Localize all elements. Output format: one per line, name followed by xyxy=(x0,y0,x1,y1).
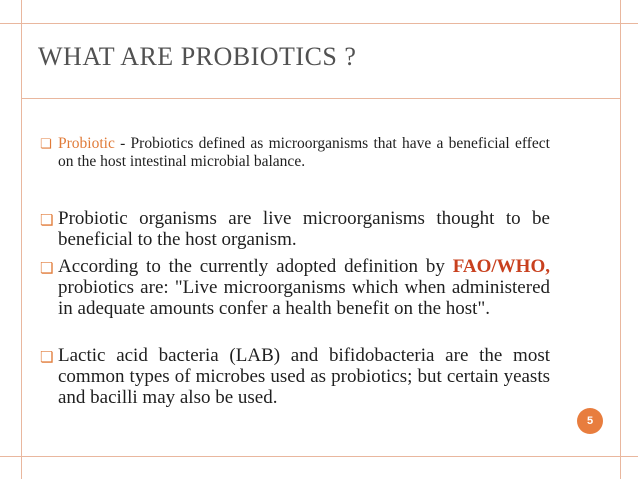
hollow-square-bullet-icon: ❏ xyxy=(40,259,54,277)
bullet-lead-term: Probiotic xyxy=(58,135,115,152)
bullet-item xyxy=(40,208,550,250)
bullet-item xyxy=(40,345,550,408)
bullet-text: Probiotic organisms are live microorganisms thought to be beneficial to the host organism. xyxy=(58,208,550,250)
bullet-item xyxy=(40,256,550,319)
bullet-emphasis: FAO/WHO, xyxy=(452,256,550,277)
frame-line-right xyxy=(620,0,621,479)
title-divider xyxy=(21,98,620,99)
hollow-square-bullet-icon: ❏ xyxy=(40,137,52,152)
frame-line-bottom xyxy=(0,456,638,457)
bullet-text xyxy=(40,135,550,171)
bullet-text xyxy=(40,256,550,319)
page-number-badge: 5 xyxy=(577,408,603,434)
bullet-body-start: According to the currently adopted definition by xyxy=(58,256,453,277)
bullet-text: Lactic acid bacteria (LAB) and bifidobacteria are the most common types of microbes used as probiotics; but certain yeasts and bacilli may also be used. xyxy=(58,345,550,408)
frame-line-top xyxy=(0,23,638,24)
bullet-item xyxy=(40,135,550,171)
bullet-body: - Probiotics defined as microorganisms that have a beneficial effect on the host intestinal microbial balance. xyxy=(58,135,550,170)
bullet-body-end: probiotics are: "Live microorganisms which when administered in adequate amounts confer a health benefit on the host". xyxy=(58,277,550,319)
frame-line-left xyxy=(21,0,22,479)
hollow-square-bullet-icon: ❏ xyxy=(40,348,54,366)
hollow-square-bullet-icon: ❏ xyxy=(40,211,54,229)
slide-title: WHAT ARE PROBIOTICS ? xyxy=(38,42,357,71)
